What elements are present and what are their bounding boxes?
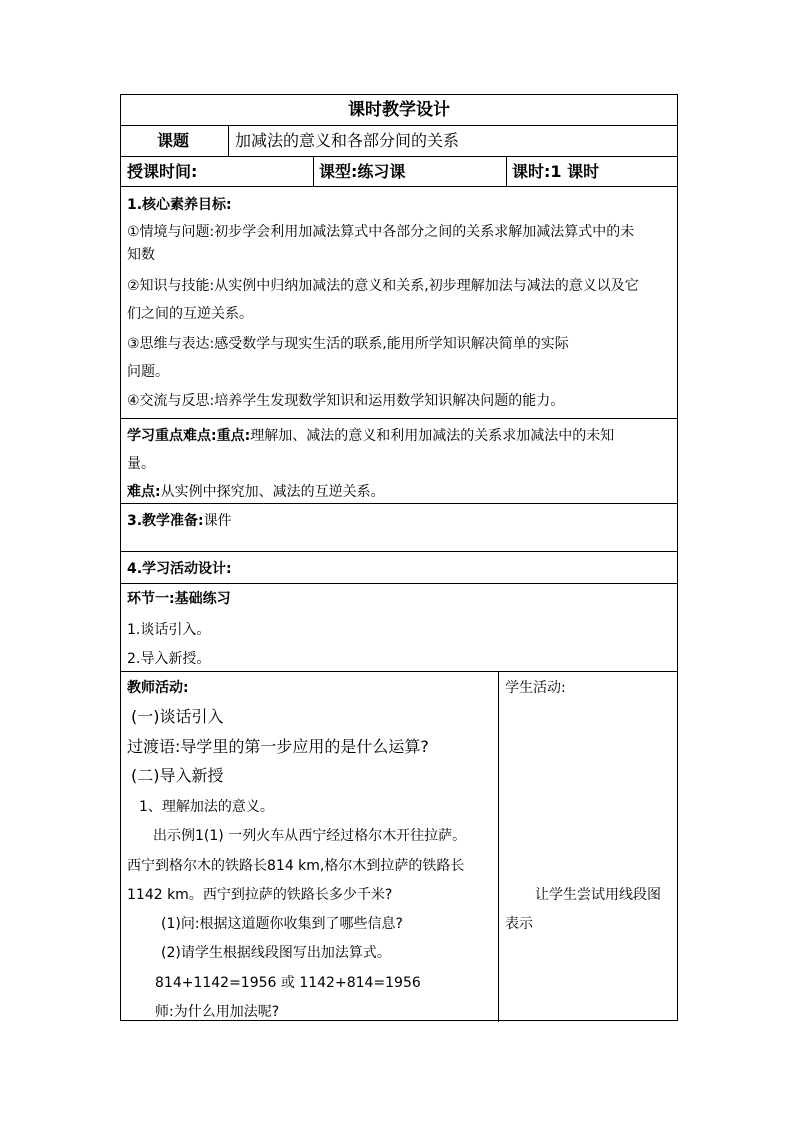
page-title: 课时教学设计 [348, 100, 450, 120]
rule [121, 583, 677, 584]
rule [498, 671, 499, 1022]
prep-label: 3.教学准备: [127, 513, 204, 529]
objective-line: ④交流与反思:培养学生发现数学知识和运用数学知识解决问题的能力。 [127, 393, 565, 409]
rule [506, 156, 507, 186]
objective-line: ③思维与表达:感受数学与现实生活的联系,能用所学知识解决简单的实际 [127, 336, 569, 352]
prep-value: 课件 [203, 513, 232, 529]
teacher-line: (一)谈话引入 [131, 707, 224, 726]
stage-item: 2.导入新授。 [127, 651, 211, 667]
key-difficulty-label: 学习重点难点: [127, 428, 217, 444]
teacher-activity-heading: 教师活动: [127, 680, 189, 696]
teacher-line: 出示例1(1) 一列火车从西宁经过格尔木开往拉萨。 [153, 828, 467, 844]
objective-line: 问题。 [127, 364, 169, 380]
time-label: 授课时间: [127, 162, 198, 181]
stage-heading: 环节一:基础练习 [127, 591, 231, 607]
type-label: 课型:练习课 [319, 162, 406, 181]
topic-label: 课题 [157, 131, 190, 150]
teacher-line: 西宁到格尔木的铁路长814 km,格尔木到拉萨的铁路长 [127, 858, 465, 874]
stage-item: 1.谈话引入。 [127, 622, 211, 638]
difficulty-text: 从实例中探究加、减法的互逆关系。 [160, 484, 385, 500]
teacher-line: 1、理解加法的意义。 [139, 799, 274, 815]
topic-value: 加减法的意义和各部分间的关系 [235, 131, 460, 150]
teacher-line: 师:为什么用加法呢? [155, 1004, 280, 1020]
rule [121, 418, 677, 419]
rule [313, 156, 314, 186]
teacher-line: 过渡语:导学里的第一步应用的是什么运算? [127, 737, 429, 756]
lesson-plan-table [120, 94, 678, 1021]
student-line: 表示 [505, 916, 533, 932]
rule [228, 125, 229, 156]
objective-line: 们之间的互逆关系。 [127, 306, 253, 322]
difficulty-label: 难点: [127, 484, 161, 500]
teacher-line: 1142 km。西宁到拉萨的铁路长多少千米? [127, 887, 393, 903]
prep-line [127, 512, 232, 530]
teacher-line: (二)导入新授 [131, 766, 224, 785]
rule [121, 551, 677, 552]
key-point-text: 理解加、减法的意义和利用加减法的关系求加减法中的未知 [250, 428, 615, 444]
teacher-line: 814+1142=1956 或 1142+814=1956 [155, 975, 421, 991]
objective-line: 知数 [127, 247, 155, 263]
section-heading: 4.学习活动设计: [127, 561, 232, 577]
student-line: 让学生尝试用线段图 [535, 887, 661, 903]
key-difficulty-line [127, 427, 614, 445]
hours-label: 课时:1 课时 [512, 162, 600, 181]
difficulty-line [127, 483, 385, 501]
rule [121, 503, 677, 504]
rule [121, 156, 677, 157]
student-activity-heading: 学生活动: [505, 680, 566, 696]
key-point-label: 重点: [216, 428, 251, 444]
teacher-line: (2)请学生根据线段图写出加法算式。 [161, 945, 391, 961]
section-heading: 1.核心素养目标: [127, 197, 232, 213]
rule [121, 671, 677, 672]
rule [121, 125, 677, 126]
teacher-line: (1)问:根据这道题你收集到了哪些信息? [161, 916, 403, 932]
rule [121, 186, 677, 187]
key-point-text-cont: 量。 [127, 456, 155, 472]
objective-line: ①情境与问题:初步学会利用加减法算式中各部分之间的关系求解加减法算式中的未 [127, 224, 635, 240]
objective-line: ②知识与技能:从实例中归纳加减法的意义和关系,初步理解加法与减法的意义以及它 [127, 278, 639, 294]
